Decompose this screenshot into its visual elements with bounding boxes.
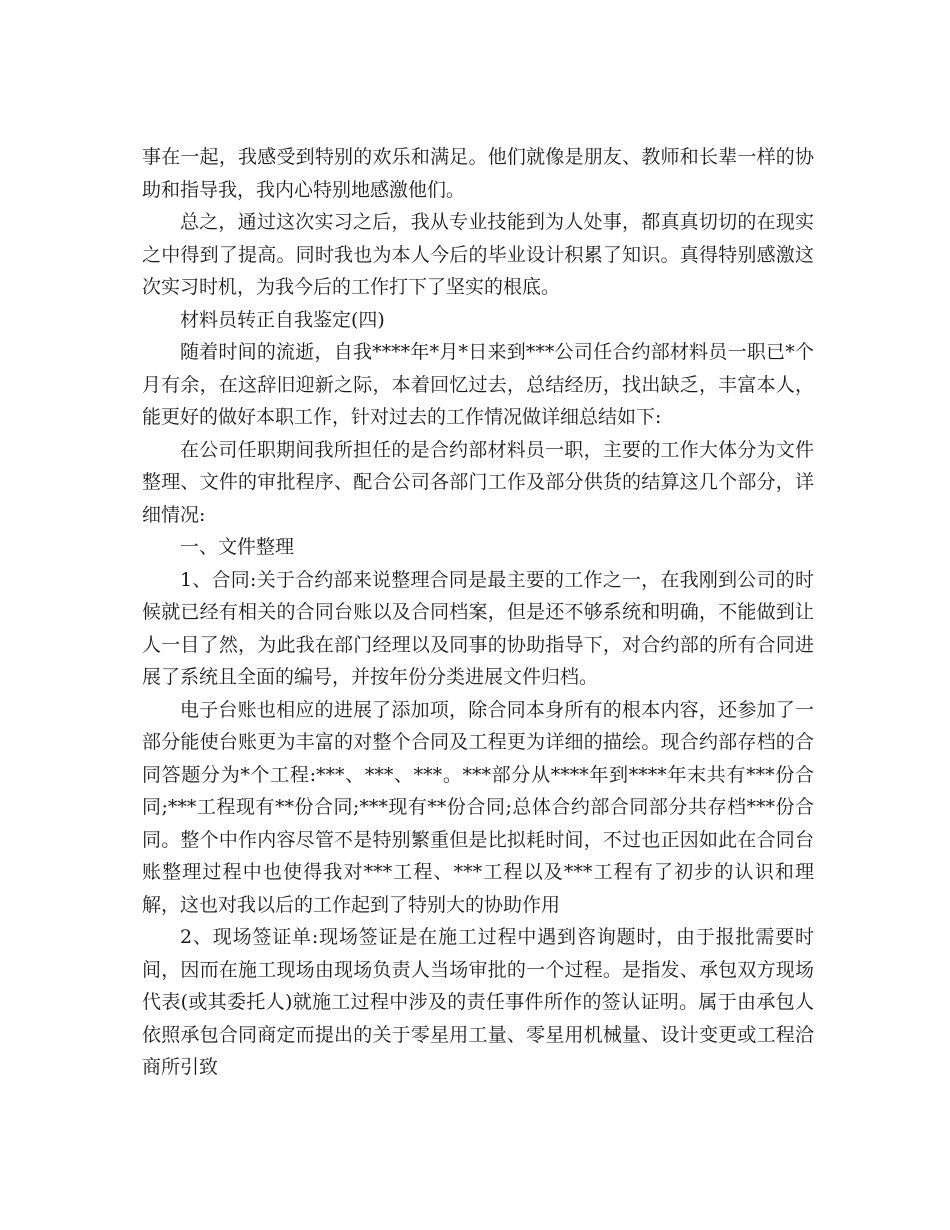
subsection-heading: 一、文件整理 <box>180 536 295 558</box>
paragraph: 在公司任职期间我所担任的是合约部材料员一职，主要的工作大体分为文件整理、文件的审批程序、配合公司各部门工作及部分供货的结算这几个部分，详细情况: <box>142 438 814 526</box>
paragraph: 2、现场签证单:现场签证是在施工过程中遇到咨询题时，由于报批需要时间，因而在施工现场由现场负责人当场审批的一个过程。是指发、承包双方现场代表(或其委托人)就施工过程中涉及的责任事件所作的签认证明。属于由承包人依照承包合同商定而提出的关于零星用工量、零星用机械量、设计变更或工程洽商所引致 <box>142 926 814 1078</box>
paragraph: 电子台账也相应的进展了添加项，除合同本身所有的根本内容，还参加了一部分能使台账更为丰富的对整个合同及工程更为详细的描绘。现合约部存档的合同答题分为*个工程:***、***、***。***部分从****年到****年末共有***份合同;***工程现有**份合同;***现有**份合同;总体合约部合同部分共存档***份合同。整个中作内容尽管不是特别繁重但是比拟耗时间，不过也正因如此在合同台账整理过程中也使得我对***工程、***工程以及***工程有了初步的认识和理解，这也对我以后的工作起到了特别大的协助作用 <box>142 698 814 916</box>
paragraph: 随着时间的流逝，自我****年*月*日来到***公司任合约部材料员一职已*个月有余，在这辞旧迎新之际，本着回忆过去，总结经历，找出缺乏，丰富本人，能更好的做好本职工作，针对过去的工作情况做详细总结如下: <box>142 341 814 428</box>
document-page <box>142 141 814 1084</box>
section-heading: 材料员转正自我鉴定(四) <box>180 308 385 331</box>
paragraph: 1、合同:关于合约部来说整理合同是最主要的工作之一，在我刚到公司的时候就已经有相关的合同台账以及合同档案，但是还不够系统和明确，不能做到让人一目了然，为此我在部门经理以及同事的协助指导下，对合约部的所有合同进展了系统且全面的编号，并按年份分类进展文件归档。 <box>142 568 814 688</box>
paragraph: 事在一起，我感受到特别的欢乐和满足。他们就像是朋友、教师和长辈一样的协助和指导我，我内心特别地感激他们。 <box>142 146 814 201</box>
paragraph: 总之，通过这次实习之后，我从专业技能到为人处事，都真真切切的在现实之中得到了提高。同时我也为本人今后的毕业设计积累了知识。真得特别感激这次实习时机，为我今后的工作打下了坚实的根底。 <box>142 211 814 298</box>
